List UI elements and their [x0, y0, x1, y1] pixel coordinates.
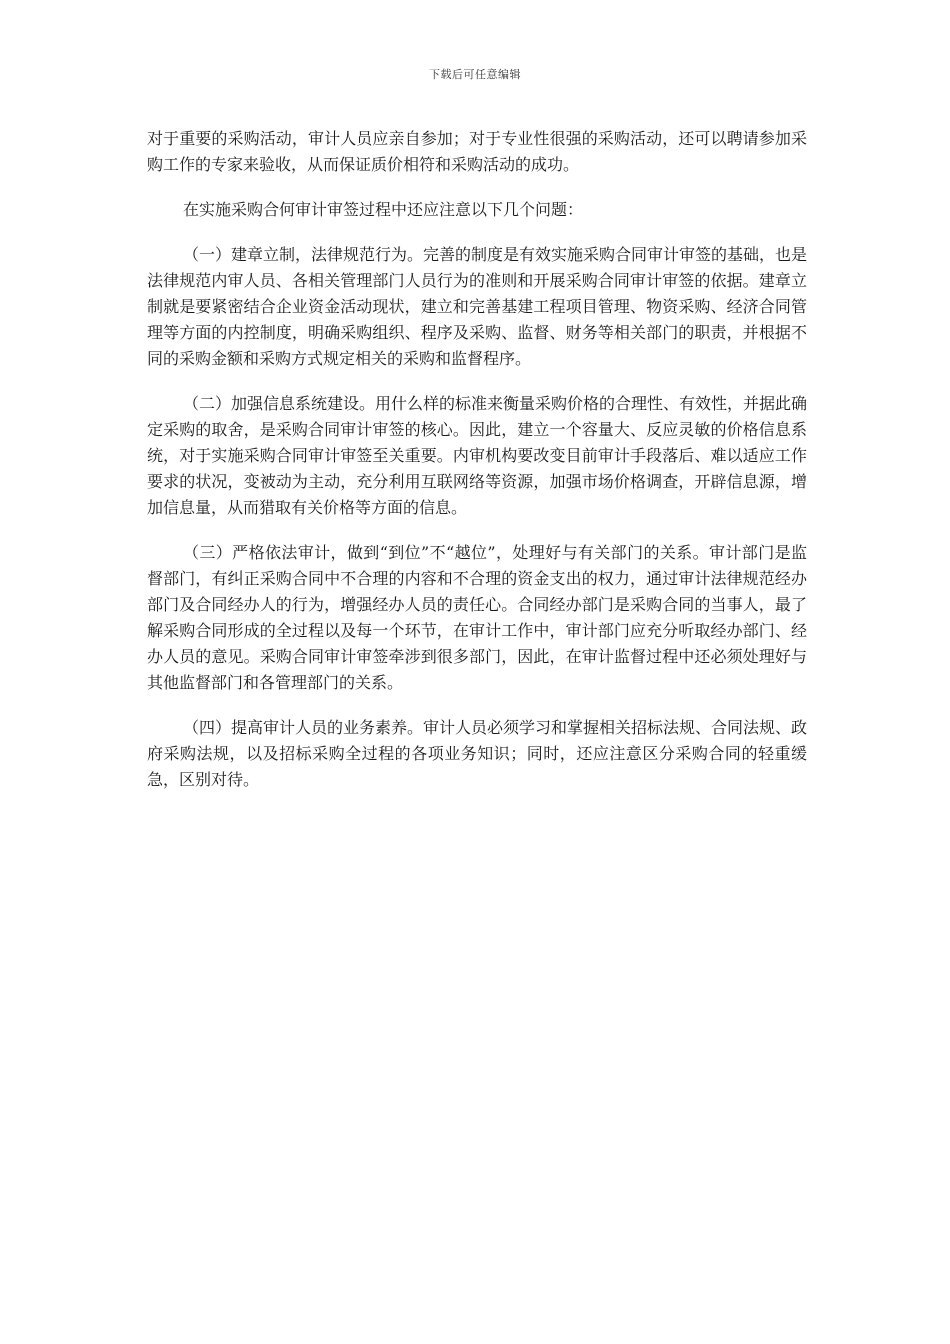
document-body: [147, 126, 807, 812]
paragraph-point-4: （四）提高审计人员的业务素养。审计人员必须学习和掌握相关招标法规、合同法规、政府采购法规，以及招标采购全过程的各项业务知识；同时，还应注意区分采购合同的轻重缓急，区别对待。: [147, 718, 808, 789]
paragraph-point-2: （二）加强信息系统建设。用什么样的标准来衡量采购价格的合理性、有效性，并据此确定采购的取舍，是采购合同审计审签的核心。因此，建立一个容量大、反应灵敏的价格信息系统，对于实施采购合同审计审签至关重要。内审机构要改变目前审计手段落后、难以适应工作要求的状况，变被动为主动，充分利用互联网络等资源，加强市场价格调查，开辟信息源，增加信息量，从而猎取有关价格等方面的信息。: [147, 394, 808, 517]
paragraph-intro: 在实施采购合何审计审签过程中还应注意以下几个问题：: [183, 200, 584, 219]
paragraph-continuation: 对于重要的采购活动，审计人员应亲自参加；对于专业性很强的采购活动，还可以聘请参加采购工作的专家来验收，从而保证质价相符和采购活动的成功。: [147, 129, 807, 174]
paragraph-point-1: （一）建章立制，法律规范行为。完善的制度是有效实施采购合同审计审签的基础，也是法律规范内审人员、各相关管理部门人员行为的准则和开展采购合同审计审签的依据。建章立制就是要紧密结合企业资金活动现状，建立和完善基建工程项目管理、物资采购、经济合同管理等方面的内控制度，明确采购组织、程序及采购、监督、财务等相关部门的职责，并根据不同的采购金额和采购方式规定相关的采购和监督程序。: [147, 245, 808, 368]
paragraph-point-3: （三）严格依法审计，做到“到位”不“越位”，处理好与有关部门的关系。审计部门是监督部门，有纠正采购合同中不合理的内容和不合理的资金支出的权力，通过审计法律规范经办部门及合同经办人的行为，增强经办人员的责任心。合同经办部门是采购合同的当事人，最了解采购合同形成的全过程以及每一个环节，在审计工作中，审计部门应充分听取经办部门、经办人员的意见。采购合同审计审签牵涉到很多部门，因此，在审计监督过程中还必须处理好与其他监督部门和各管理部门的关系。: [147, 543, 807, 692]
page-header: 下载后可任意编辑: [429, 68, 521, 81]
